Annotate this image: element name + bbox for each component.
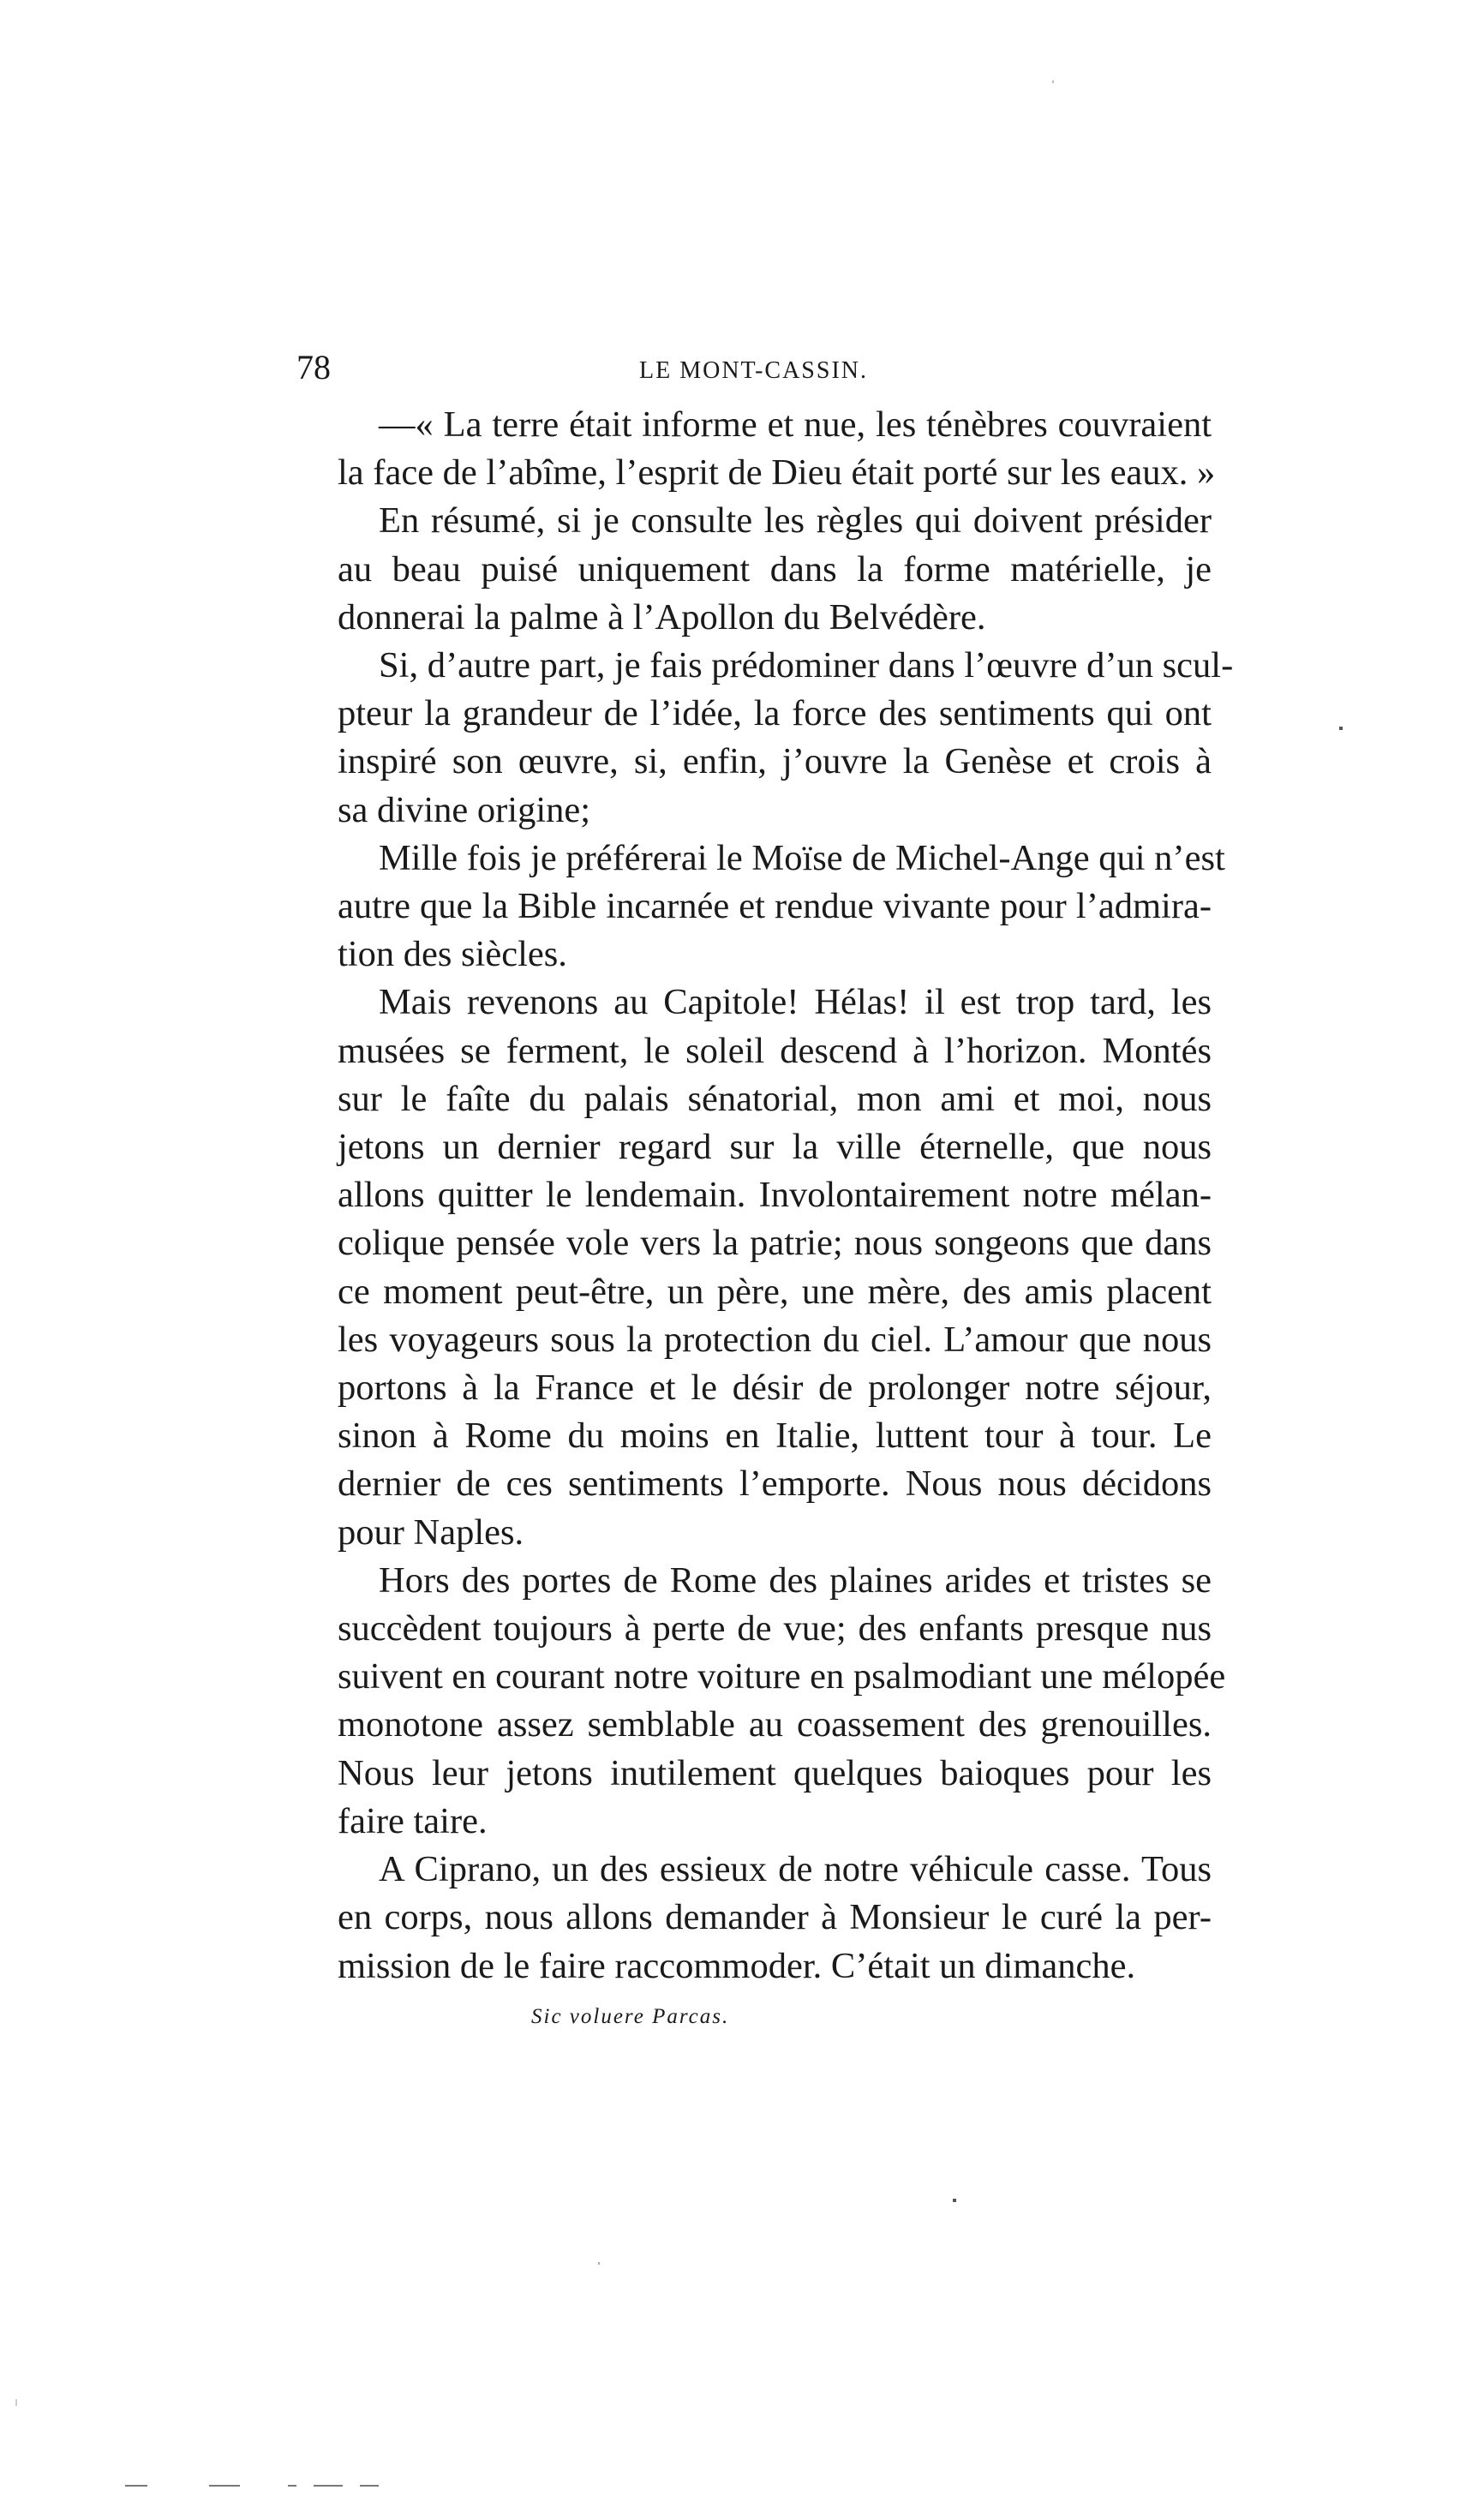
text-line: inspiré son œuvre, si, enfin, j’ouvre la Genèse et crois à	[338, 741, 1212, 782]
text-line: mission de le faire raccommoder. C’était un dimanche.	[338, 1945, 1136, 1986]
paragraph	[296, 642, 1234, 835]
text-line: autre que la Bible incarnée et rendue vivante pour l’admira-	[338, 886, 1212, 927]
text-line: Si, d’autre part, je fais prédominer dans l’œuvre d’un scul-	[379, 645, 1234, 686]
text-line: en corps, nous allons demander à Monsieur le curé la per-	[338, 1897, 1212, 1938]
text-line: Mais revenons au Capitole! Hélas! il est trop tard, les	[379, 982, 1212, 1023]
text-line: jetons un dernier regard sur la ville éternelle, que nous	[338, 1127, 1212, 1168]
paragraph	[296, 1846, 1212, 1990]
page-header	[296, 346, 1212, 389]
text-line: Mille fois je préférerai le Moïse de Michel-Ange qui n’est	[379, 837, 1225, 878]
text-line: Hors des portes de Rome des plaines arides et tristes se	[379, 1559, 1212, 1601]
running-head: LE MONT-CASSIN.	[639, 357, 868, 384]
text-line: musées se ferment, le soleil descend à l’horizon. Montés	[338, 1030, 1212, 1071]
scan-speck	[15, 2399, 17, 2406]
page-number: 78	[296, 348, 331, 386]
text-line: En résumé, si je consulte les règles qui doivent présider	[379, 500, 1212, 542]
text-line: faire taire.	[338, 1800, 488, 1841]
paragraph	[296, 497, 1212, 642]
scan-edge-mark	[288, 2485, 296, 2487]
text-line: allons quitter le lendemain. Involontairement notre mélan-	[338, 1175, 1212, 1216]
text-line: la face de l’abîme, l’esprit de Dieu était porté sur les eaux. »	[338, 452, 1216, 494]
text-line: les voyageurs sous la protection du ciel. L’amour que nous	[338, 1319, 1212, 1360]
text-line: A Ciprano, un des essieux de notre véhicule casse. Tous	[379, 1849, 1212, 1890]
text-line: pteur la grandeur de l’idée, la force des sentiments qui ont	[338, 693, 1212, 734]
text-line: portons à la France et le désir de prolonger notre séjour,	[338, 1368, 1212, 1409]
paragraph	[296, 1557, 1226, 1846]
paragraph	[296, 835, 1225, 979]
motto: Sic voluere Parcas.	[531, 2005, 730, 2028]
scan-edge-mark	[125, 2485, 147, 2487]
scan-edge-mark	[314, 2485, 343, 2487]
text-line: suivent en courant notre voiture en psalmodiant une mélopée	[338, 1656, 1226, 1697]
paragraph	[296, 979, 1212, 1556]
text-line: donnerai la palme à l’Apollon du Belvédère.	[338, 596, 986, 637]
text-line: tion des siècles.	[338, 934, 567, 975]
body-text	[296, 401, 1234, 1990]
text-line: succèdent toujours à perte de vue; des enfants presque nus	[338, 1608, 1212, 1649]
text-line: sur le faîte du palais sénatorial, mon ami et moi, nous	[338, 1078, 1212, 1119]
paragraph	[296, 401, 1216, 497]
text-line: au beau puisé uniquement dans la forme matérielle, je	[338, 548, 1212, 590]
text-line: monotone assez semblable au coassement des grenouilles.	[338, 1704, 1212, 1745]
scan-speck	[953, 2199, 956, 2202]
text-line: colique pensée vole vers la patrie; nous songeons que dans	[338, 1223, 1212, 1264]
text-line: sinon à Rome du moins en Italie, luttent tour à tour. Le	[338, 1416, 1212, 1457]
text-line: sa divine origine;	[338, 789, 591, 830]
text-line: pour Naples.	[338, 1511, 524, 1553]
text-line: dernier de ces sentiments l’emporte. Nous nous décidons	[338, 1463, 1212, 1505]
scan-edge-mark	[360, 2485, 379, 2487]
text-line: Nous leur jetons inutilement quelques baioques pour les	[338, 1752, 1212, 1793]
text-line: —« La terre était informe et nue, les ténèbres couvraient	[379, 404, 1212, 445]
scan-speck	[1052, 81, 1054, 83]
text-line: ce moment peut-être, un père, une mère, des amis placent	[338, 1271, 1212, 1312]
scan-speck	[598, 2262, 600, 2265]
scan-speck	[1339, 727, 1343, 730]
scan-edge-mark	[209, 2485, 240, 2487]
